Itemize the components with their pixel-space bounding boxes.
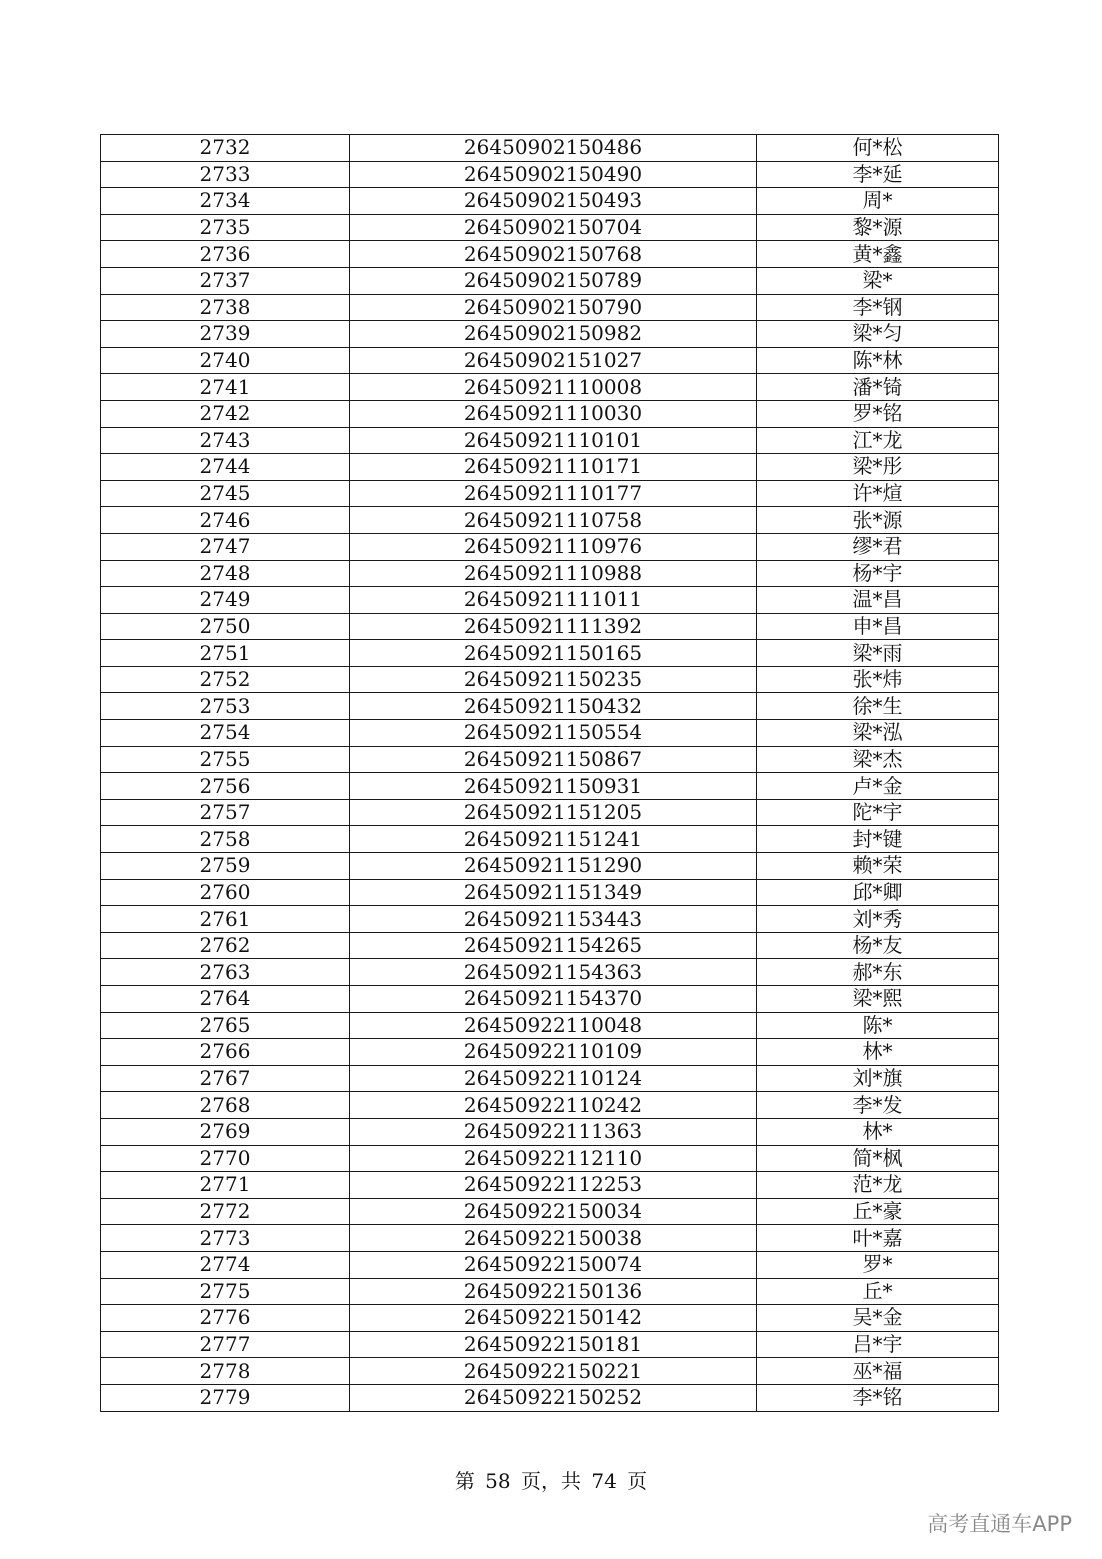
row-number-cell: 2769 <box>101 1118 350 1145</box>
table-row <box>101 1305 999 1332</box>
candidate-name-cell: 丘* <box>757 1278 999 1305</box>
row-number-cell: 2736 <box>101 241 350 268</box>
candidate-id-cell: 26450922150034 <box>350 1198 757 1225</box>
candidate-name-cell: 范*龙 <box>757 1172 999 1199</box>
row-number-cell: 2775 <box>101 1278 350 1305</box>
table-row <box>101 906 999 933</box>
candidate-name-cell: 卢*金 <box>757 773 999 800</box>
candidate-id-cell: 26450921154370 <box>350 986 757 1013</box>
row-number-cell: 2749 <box>101 587 350 614</box>
candidate-name-cell: 刘*旗 <box>757 1065 999 1092</box>
table-row <box>101 188 999 215</box>
candidate-name-cell: 叶*嘉 <box>757 1225 999 1252</box>
table-row <box>101 1039 999 1066</box>
row-number-cell: 2773 <box>101 1225 350 1252</box>
row-number-cell: 2763 <box>101 959 350 986</box>
candidate-id-cell: 26450921110758 <box>350 507 757 534</box>
candidate-name-cell: 梁*泓 <box>757 720 999 747</box>
table-row <box>101 1092 999 1119</box>
candidate-id-cell: 26450922110124 <box>350 1065 757 1092</box>
table-row <box>101 613 999 640</box>
table-row <box>101 533 999 560</box>
candidate-name-cell: 邱*卿 <box>757 879 999 906</box>
candidate-name-cell: 张*源 <box>757 507 999 534</box>
candidate-id-cell: 26450921151241 <box>350 826 757 853</box>
candidate-id-cell: 26450922110109 <box>350 1039 757 1066</box>
candidate-name-cell: 简*枫 <box>757 1145 999 1172</box>
candidate-name-cell: 李*钢 <box>757 294 999 321</box>
candidate-name-cell: 梁*熙 <box>757 986 999 1013</box>
row-number-cell: 2772 <box>101 1198 350 1225</box>
candidate-name-cell: 黎*源 <box>757 214 999 241</box>
table-row <box>101 1172 999 1199</box>
candidate-name-cell: 陈* <box>757 1012 999 1039</box>
candidate-id-cell: 26450902150789 <box>350 267 757 294</box>
candidate-name-cell: 刘*秀 <box>757 906 999 933</box>
candidate-id-cell: 26450921150867 <box>350 746 757 773</box>
candidate-id-cell: 26450921110101 <box>350 427 757 454</box>
candidate-id-cell: 26450922111363 <box>350 1118 757 1145</box>
candidate-id-cell: 26450902150790 <box>350 294 757 321</box>
table-row <box>101 826 999 853</box>
row-number-cell: 2759 <box>101 853 350 880</box>
row-number-cell: 2757 <box>101 799 350 826</box>
table-row <box>101 294 999 321</box>
candidate-name-cell: 梁*雨 <box>757 640 999 667</box>
table-row <box>101 1251 999 1278</box>
candidate-id-cell: 26450902150982 <box>350 321 757 348</box>
candidate-name-cell: 林* <box>757 1039 999 1066</box>
candidate-id-cell: 26450902150493 <box>350 188 757 215</box>
watermark-text: 高考直通车APP <box>927 1512 1072 1536</box>
row-number-cell: 2755 <box>101 746 350 773</box>
table-row <box>101 1384 999 1411</box>
row-number-cell: 2762 <box>101 932 350 959</box>
table-row <box>101 241 999 268</box>
candidate-id-cell: 26450921151290 <box>350 853 757 880</box>
table-row <box>101 879 999 906</box>
table-row <box>101 986 999 1013</box>
candidate-id-cell: 26450922112110 <box>350 1145 757 1172</box>
table-row <box>101 454 999 481</box>
row-number-cell: 2739 <box>101 321 350 348</box>
candidate-id-cell: 26450902151027 <box>350 347 757 374</box>
candidate-id-cell: 26450922150136 <box>350 1278 757 1305</box>
candidate-id-cell: 26450902150704 <box>350 214 757 241</box>
row-number-cell: 2744 <box>101 454 350 481</box>
candidate-name-cell: 丘*豪 <box>757 1198 999 1225</box>
table-row <box>101 853 999 880</box>
candidate-id-cell: 26450921110988 <box>350 560 757 587</box>
table-row <box>101 587 999 614</box>
candidate-id-cell: 26450921110976 <box>350 533 757 560</box>
candidate-name-cell: 温*昌 <box>757 587 999 614</box>
row-number-cell: 2776 <box>101 1305 350 1332</box>
candidate-id-cell: 26450922150221 <box>350 1358 757 1385</box>
admission-list-table <box>100 134 999 1412</box>
table-row <box>101 1145 999 1172</box>
candidate-id-cell: 26450921110008 <box>350 374 757 401</box>
candidate-id-cell: 26450902150768 <box>350 241 757 268</box>
table-row <box>101 773 999 800</box>
row-number-cell: 2756 <box>101 773 350 800</box>
row-number-cell: 2737 <box>101 267 350 294</box>
candidate-id-cell: 26450922150181 <box>350 1331 757 1358</box>
table-row <box>101 321 999 348</box>
candidate-name-cell: 巫*福 <box>757 1358 999 1385</box>
row-number-cell: 2750 <box>101 613 350 640</box>
row-number-cell: 2771 <box>101 1172 350 1199</box>
row-number-cell: 2778 <box>101 1358 350 1385</box>
row-number-cell: 2743 <box>101 427 350 454</box>
table-row <box>101 161 999 188</box>
candidate-id-cell: 26450921111011 <box>350 587 757 614</box>
row-number-cell: 2779 <box>101 1384 350 1411</box>
candidate-name-cell: 李*延 <box>757 161 999 188</box>
table-row <box>101 1358 999 1385</box>
table-row <box>101 507 999 534</box>
candidate-name-cell: 缪*君 <box>757 533 999 560</box>
candidate-name-cell: 许*煊 <box>757 480 999 507</box>
candidate-id-cell: 26450922110242 <box>350 1092 757 1119</box>
row-number-cell: 2761 <box>101 906 350 933</box>
row-number-cell: 2734 <box>101 188 350 215</box>
table-row <box>101 693 999 720</box>
table-row <box>101 640 999 667</box>
candidate-id-cell: 26450922112253 <box>350 1172 757 1199</box>
candidate-id-cell: 26450902150490 <box>350 161 757 188</box>
candidate-name-cell: 郝*东 <box>757 959 999 986</box>
table-row <box>101 666 999 693</box>
candidate-name-cell: 杨*宇 <box>757 560 999 587</box>
row-number-cell: 2758 <box>101 826 350 853</box>
row-number-cell: 2738 <box>101 294 350 321</box>
candidate-id-cell: 26450921111392 <box>350 613 757 640</box>
candidate-id-cell: 26450902150486 <box>350 135 757 162</box>
table-row <box>101 427 999 454</box>
table-row <box>101 1065 999 1092</box>
table-row <box>101 1225 999 1252</box>
candidate-name-cell: 黄*鑫 <box>757 241 999 268</box>
candidate-name-cell: 吴*金 <box>757 1305 999 1332</box>
candidate-name-cell: 梁*匀 <box>757 321 999 348</box>
candidate-name-cell: 赖*荣 <box>757 853 999 880</box>
row-number-cell: 2767 <box>101 1065 350 1092</box>
table-row <box>101 214 999 241</box>
table-row <box>101 374 999 401</box>
candidate-name-cell: 陀*宇 <box>757 799 999 826</box>
candidate-id-cell: 26450922110048 <box>350 1012 757 1039</box>
candidate-id-cell: 26450922150074 <box>350 1251 757 1278</box>
row-number-cell: 2735 <box>101 214 350 241</box>
candidate-name-cell: 梁* <box>757 267 999 294</box>
candidate-id-cell: 26450921150554 <box>350 720 757 747</box>
table-row <box>101 932 999 959</box>
table-row <box>101 1278 999 1305</box>
row-number-cell: 2747 <box>101 533 350 560</box>
candidate-id-cell: 26450921154265 <box>350 932 757 959</box>
row-number-cell: 2751 <box>101 640 350 667</box>
candidate-id-cell: 26450921150432 <box>350 693 757 720</box>
row-number-cell: 2754 <box>101 720 350 747</box>
table-row <box>101 267 999 294</box>
candidate-id-cell: 26450922150252 <box>350 1384 757 1411</box>
candidate-name-cell: 申*昌 <box>757 613 999 640</box>
candidate-id-cell: 26450922150038 <box>350 1225 757 1252</box>
table-row <box>101 1118 999 1145</box>
candidate-name-cell: 林* <box>757 1118 999 1145</box>
candidate-name-cell: 杨*友 <box>757 932 999 959</box>
candidate-id-cell: 26450921154363 <box>350 959 757 986</box>
row-number-cell: 2774 <box>101 1251 350 1278</box>
row-number-cell: 2753 <box>101 693 350 720</box>
candidate-name-cell: 江*龙 <box>757 427 999 454</box>
row-number-cell: 2742 <box>101 400 350 427</box>
row-number-cell: 2740 <box>101 347 350 374</box>
candidate-id-cell: 26450921150235 <box>350 666 757 693</box>
row-number-cell: 2777 <box>101 1331 350 1358</box>
table-row <box>101 1012 999 1039</box>
table-row <box>101 1331 999 1358</box>
candidate-name-cell: 张*炜 <box>757 666 999 693</box>
row-number-cell: 2768 <box>101 1092 350 1119</box>
candidate-name-cell: 李*发 <box>757 1092 999 1119</box>
row-number-cell: 2745 <box>101 480 350 507</box>
candidate-name-cell: 梁*杰 <box>757 746 999 773</box>
page-number-footer: 第 58 页，共 74 页 <box>454 1469 648 1493</box>
candidate-id-cell: 26450921150931 <box>350 773 757 800</box>
candidate-name-cell: 周* <box>757 188 999 215</box>
candidate-id-cell: 26450921153443 <box>350 906 757 933</box>
candidate-name-cell: 罗*铭 <box>757 400 999 427</box>
row-number-cell: 2752 <box>101 666 350 693</box>
row-number-cell: 2748 <box>101 560 350 587</box>
row-number-cell: 2746 <box>101 507 350 534</box>
candidate-name-cell: 徐*生 <box>757 693 999 720</box>
candidate-name-cell: 吕*宇 <box>757 1331 999 1358</box>
candidate-name-cell: 梁*彤 <box>757 454 999 481</box>
row-number-cell: 2766 <box>101 1039 350 1066</box>
row-number-cell: 2733 <box>101 161 350 188</box>
table-row <box>101 1198 999 1225</box>
candidate-id-cell: 26450921110171 <box>350 454 757 481</box>
row-number-cell: 2760 <box>101 879 350 906</box>
row-number-cell: 2770 <box>101 1145 350 1172</box>
table-row <box>101 959 999 986</box>
candidate-name-cell: 何*松 <box>757 135 999 162</box>
candidate-id-cell: 26450921110030 <box>350 400 757 427</box>
candidate-id-cell: 26450921110177 <box>350 480 757 507</box>
candidate-name-cell: 罗* <box>757 1251 999 1278</box>
candidate-name-cell: 陈*林 <box>757 347 999 374</box>
table-row <box>101 347 999 374</box>
table-row <box>101 480 999 507</box>
table-row <box>101 400 999 427</box>
candidate-id-cell: 26450922150142 <box>350 1305 757 1332</box>
candidate-name-cell: 潘*锜 <box>757 374 999 401</box>
candidate-id-cell: 26450921151349 <box>350 879 757 906</box>
candidate-name-cell: 李*铭 <box>757 1384 999 1411</box>
table-row <box>101 746 999 773</box>
table-body <box>101 135 999 1412</box>
row-number-cell: 2732 <box>101 135 350 162</box>
candidate-id-cell: 26450921151205 <box>350 799 757 826</box>
candidate-id-cell: 26450921150165 <box>350 640 757 667</box>
row-number-cell: 2741 <box>101 374 350 401</box>
table-row <box>101 720 999 747</box>
candidate-name-cell: 封*键 <box>757 826 999 853</box>
row-number-cell: 2765 <box>101 1012 350 1039</box>
table-row <box>101 799 999 826</box>
table-row <box>101 135 999 162</box>
table-row <box>101 560 999 587</box>
row-number-cell: 2764 <box>101 986 350 1013</box>
